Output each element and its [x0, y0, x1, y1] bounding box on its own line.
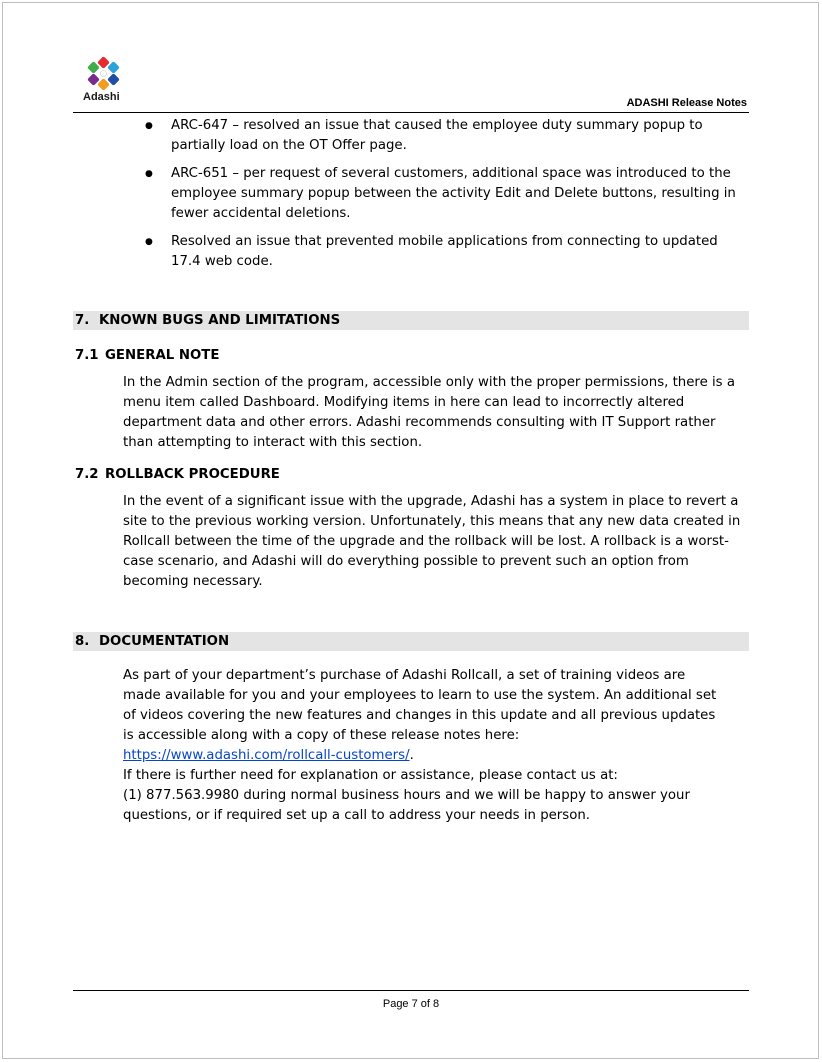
section-title: KNOWN BUGS AND LIMITATIONS: [99, 313, 341, 328]
footer-rule: [73, 990, 749, 991]
subheading-7-1: [75, 347, 219, 365]
subsection-title: ROLLBACK PROCEDURE: [105, 467, 280, 482]
header-rule: [73, 112, 749, 113]
section-title: DOCUMENTATION: [99, 634, 230, 649]
subheading-7-2: [75, 466, 280, 484]
doc-line: As part of your department’s purchase of Adashi Rollcall, a set of training videos are: [123, 668, 686, 683]
logo-text: Adashi: [83, 91, 120, 103]
header-title: ADASHI Release Notes: [626, 97, 747, 109]
subsection-number: 7.1: [75, 348, 99, 363]
doc-line: of videos covering the new features and changes in this update and all previous updates: [123, 708, 716, 723]
section-heading-7: [73, 311, 749, 330]
general-note-text: In the Admin section of the program, accessible only with the proper permissions, there is a menu item called Dashboard. Modifying items in here can lead to incorrectly altered department data and other errors. Adashi recommends consulting with IT Support rather than attempting to interact with this section.: [123, 375, 735, 450]
contact-body: (1) 877.563.9980 during normal business hours and we will be happy to answer your questions, or if required set up a call to address your needs in person.: [123, 788, 690, 823]
rollcall-customers-link[interactable]: https://www.adashi.com/rollcall-customers/: [123, 748, 410, 763]
subsection-title: GENERAL NOTE: [105, 348, 220, 363]
section-heading-8: [73, 632, 749, 651]
doc-line: is accessible along with a copy of these release notes here:: [123, 728, 520, 743]
page-number: Page 7 of 8: [382, 998, 440, 1010]
subsection-number: 7.2: [75, 467, 99, 482]
bullet-list: [144, 116, 748, 280]
list-item: ● ARC-647 – resolved an issue that caused the employee duty summary popup to partially load on the OT Offer page.: [144, 116, 748, 156]
list-item: ● Resolved an issue that prevented mobile applications from connecting to updated 17.4 web code.: [144, 232, 748, 272]
list-item: ● ARC-651 – per request of several customers, additional space was introduced to the employee summary popup between the activity Edit and Delete buttons, resulting in fewer accidental deletions.: [144, 164, 748, 224]
link-suffix: .: [409, 748, 414, 763]
doc-line: made available for you and your employees to learn to use the system. An additional set: [123, 688, 717, 703]
section-number: 8.: [75, 634, 90, 649]
contact-intro: If there is further need for explanation or assistance, please contact us at:: [123, 768, 618, 783]
section-number: 7.: [75, 313, 90, 328]
rollback-text: In the event of a significant issue with the upgrade, Adashi has a system in place to revert a site to the previous working version. Unfortunately, this means that any new data created in Rollcall between the time of the upgrade and the rollback will be lost. A rollback is a worst-case scenario, and Adashi will do everything possible to prevent such an option from becoming necessary.: [123, 494, 741, 589]
documentation-text: [123, 666, 748, 826]
